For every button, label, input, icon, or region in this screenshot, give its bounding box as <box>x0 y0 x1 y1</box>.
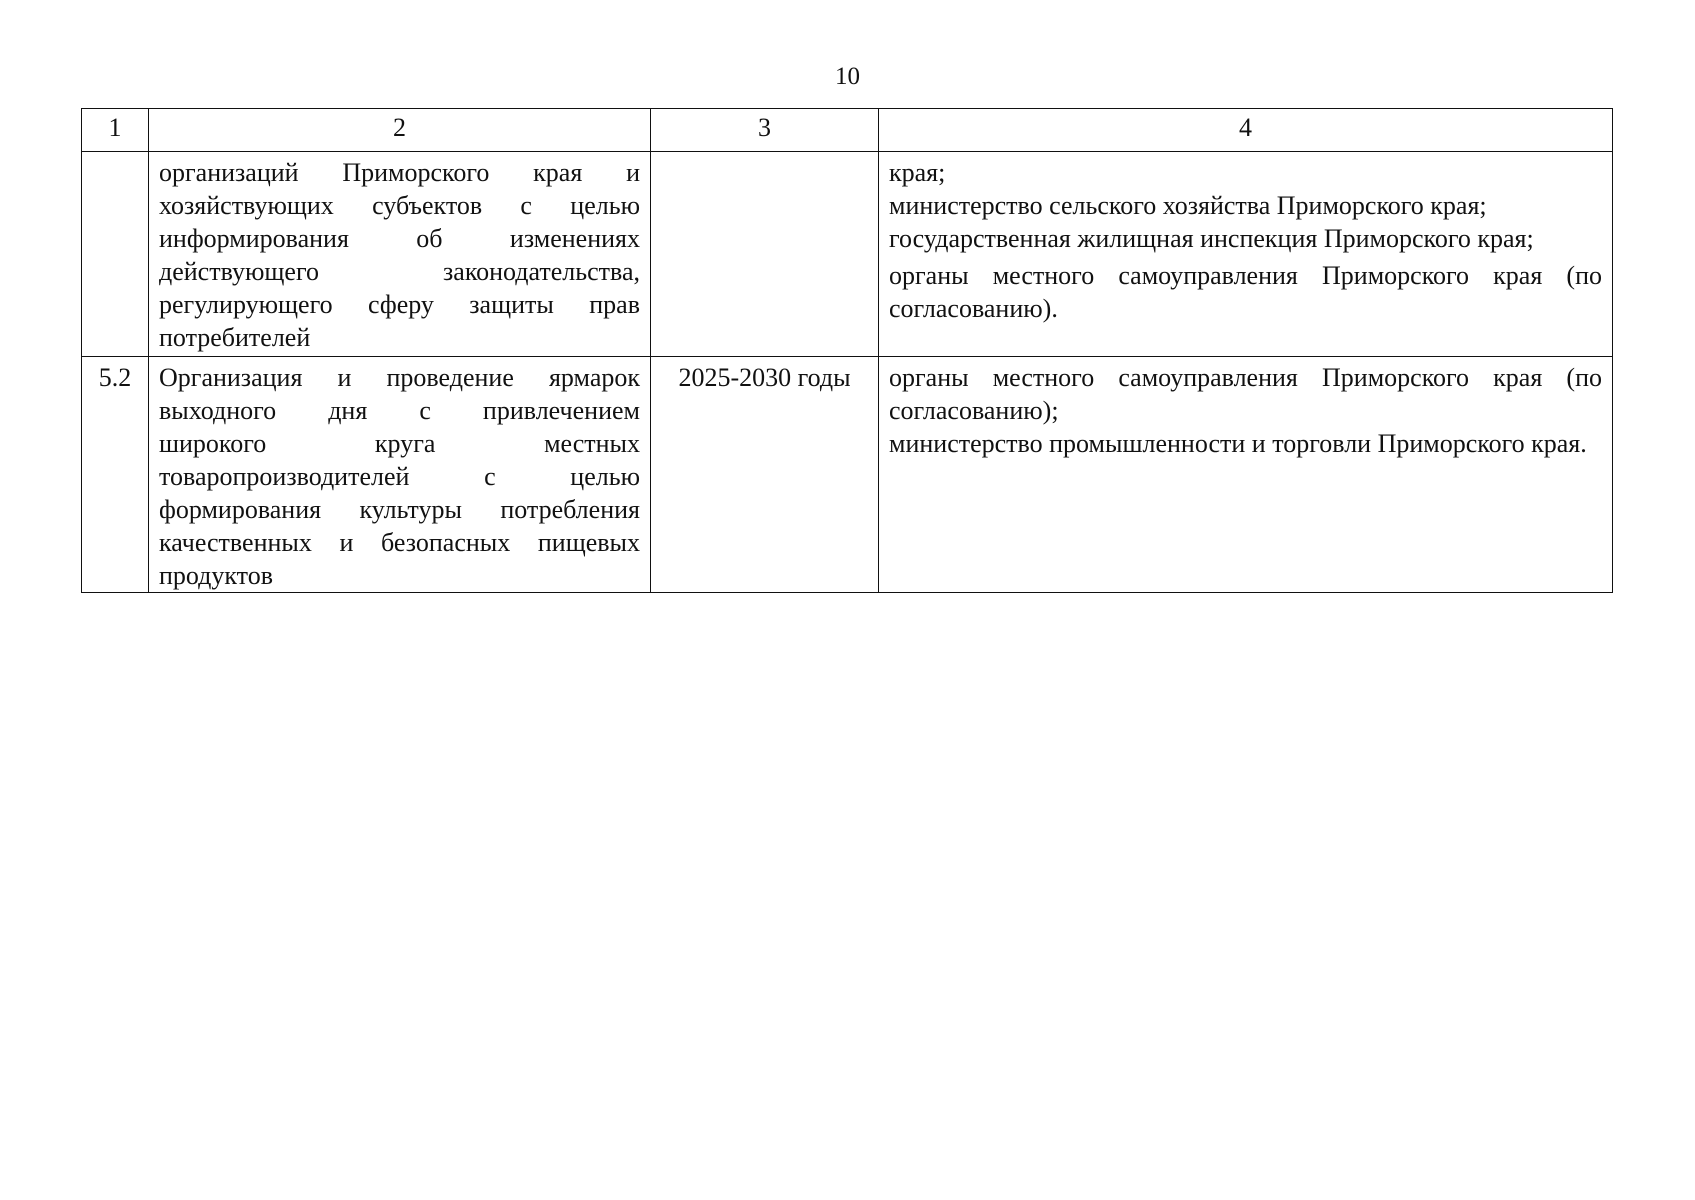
implementation-period: 2025-2030 годы <box>651 357 879 593</box>
executor-line: министерство сельского хозяйства Приморского края; <box>889 191 1487 220</box>
table-row <box>82 357 1613 593</box>
description-line: информирования об изменениях <box>159 224 640 253</box>
responsible-executors <box>879 152 1613 357</box>
description-line: Организация и проведение ярмарок <box>159 363 640 392</box>
page-number: 10 <box>835 63 860 90</box>
description-line: формирования культуры потребления <box>159 495 640 524</box>
description-line: выходного дня с привлечением <box>159 396 640 425</box>
executor-line: края; <box>889 158 946 187</box>
row-number <box>82 152 149 357</box>
description-line: качественных и безопасных пищевых <box>159 528 640 557</box>
responsible-executors <box>879 357 1613 593</box>
measure-description <box>149 152 651 357</box>
description-line: товаропроизводителей с целью <box>159 462 640 491</box>
measures-table <box>81 108 1613 593</box>
description-line: хозяйствующих субъектов с целью <box>159 191 640 220</box>
description-line: потребителей <box>159 323 311 352</box>
measure-description <box>149 357 651 593</box>
row-number: 5.2 <box>82 357 149 593</box>
header-cell-4: 4 <box>879 109 1613 152</box>
table-header-row <box>82 109 1613 152</box>
executor-line: органы местного самоуправления Приморского края (по согласованию); <box>889 363 1602 425</box>
description-line: действующего законодательства, <box>159 257 640 286</box>
header-cell-3: 3 <box>651 109 879 152</box>
implementation-period <box>651 152 879 357</box>
executor-line: органы местного самоуправления Приморского края (по согласованию). <box>889 261 1602 323</box>
executor-line: государственная жилищная инспекция Приморского края; <box>889 224 1534 253</box>
executor-line: министерство промышленности и торговли Приморского края. <box>889 429 1587 458</box>
description-line: продуктов <box>159 561 273 590</box>
header-cell-2: 2 <box>149 109 651 152</box>
description-line: организаций Приморского края и <box>159 158 640 187</box>
table-row <box>82 152 1613 357</box>
description-line: регулирующего сферу защиты прав <box>159 290 640 319</box>
description-line: широкого круга местных <box>159 429 640 458</box>
header-cell-1: 1 <box>82 109 149 152</box>
